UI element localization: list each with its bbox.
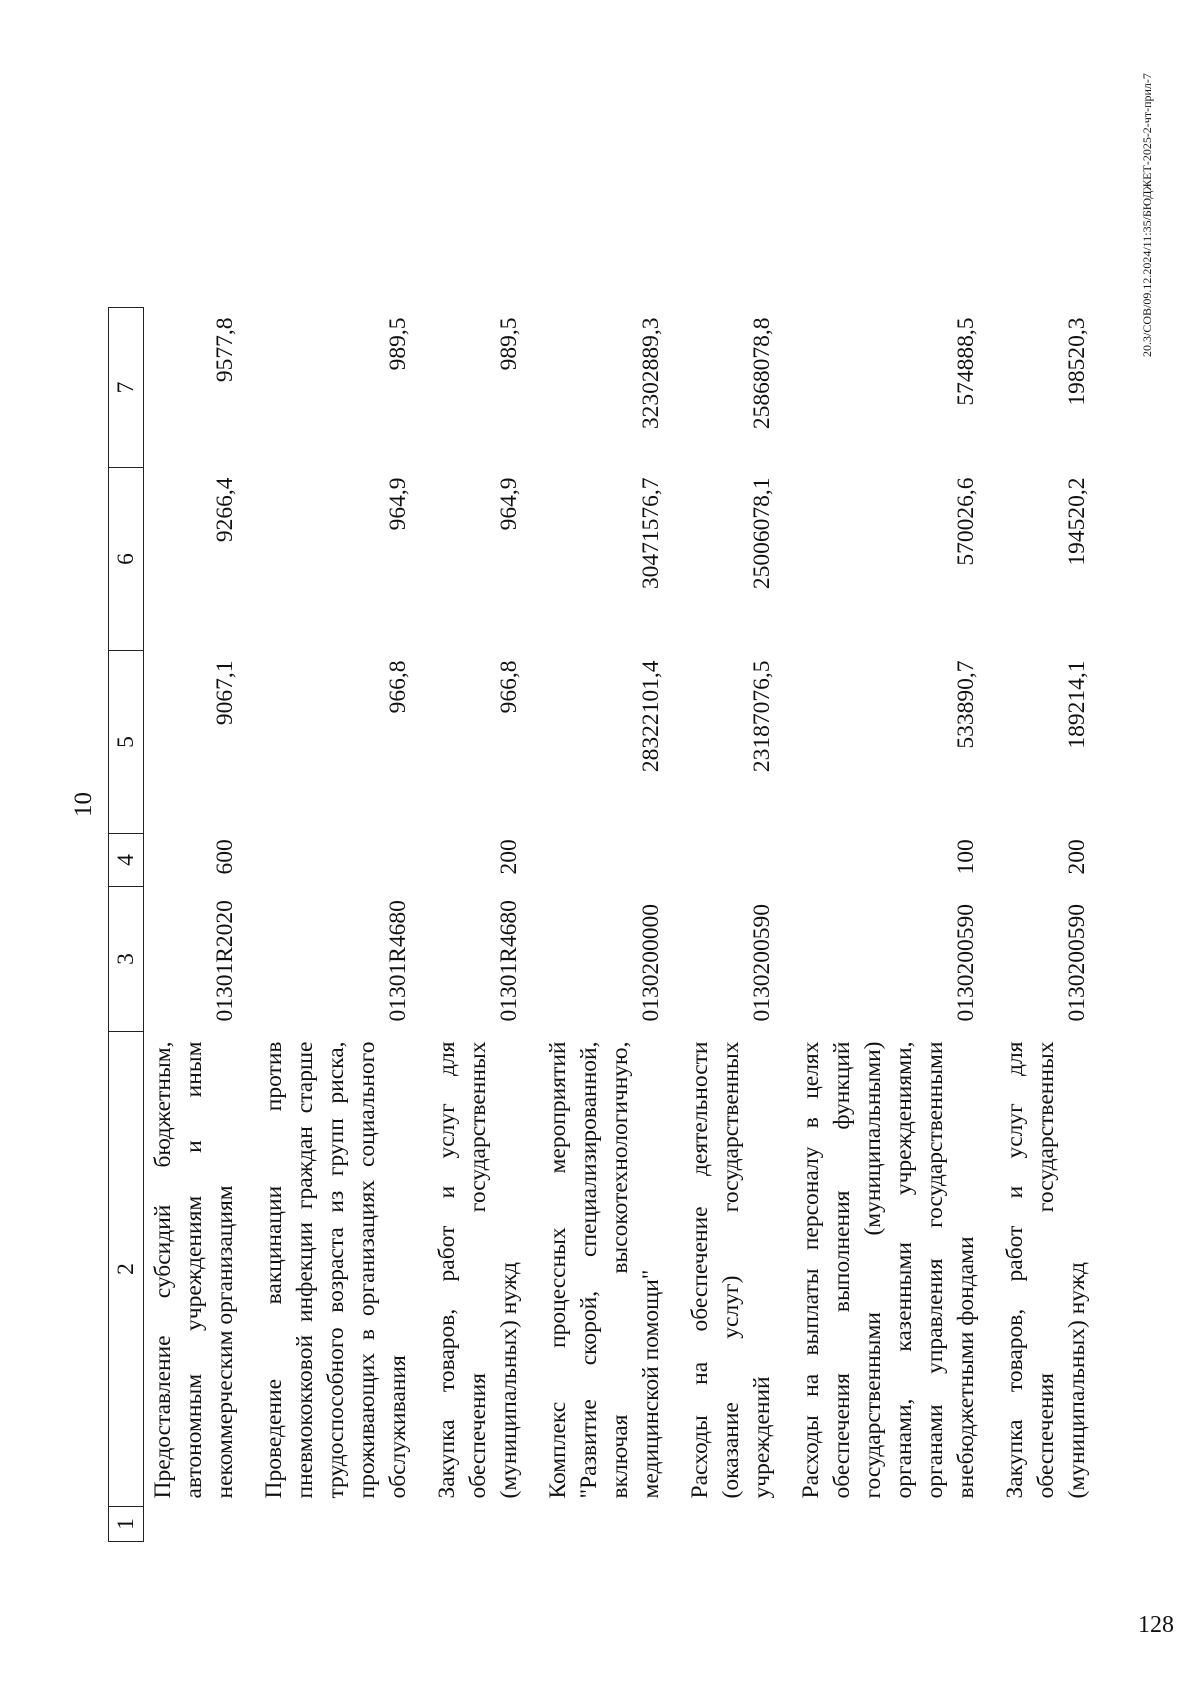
row-value-5: 966,8	[496, 660, 522, 714]
row-description: Предоставление субсидий бюджетным, автономным учреждениям и иным некоммерческим организациям	[150, 1041, 238, 1499]
row-value-7: 9577,8	[212, 317, 238, 383]
row-expense-type: 600	[212, 839, 238, 875]
row-value-7: 574888,5	[953, 317, 979, 406]
row-expense-type: 200	[496, 839, 522, 875]
row-code: 01301R4680	[385, 900, 411, 1022]
row-value-5: 28322101,4	[638, 660, 664, 773]
header-col-7: 7	[109, 308, 144, 468]
header-col-6: 6	[109, 468, 144, 651]
row-expense-type	[539, 834, 681, 887]
row-value-6: 194520,2	[1064, 477, 1090, 566]
row-value-5: 966,8	[385, 660, 411, 714]
table-row	[144, 308, 256, 1542]
row-value-6: 964,9	[496, 477, 522, 531]
row-expense-type: 200	[1064, 839, 1090, 875]
row-value-7: 989,5	[496, 317, 522, 371]
row-value-6: 964,9	[385, 477, 411, 531]
header-col-4: 4	[109, 834, 144, 887]
row-description: Проведение вакцинации против пневмококковой инфекции граждан старше трудоспособного возраста из групп риска, проживающих в организациях социального обслуживания	[261, 1041, 411, 1499]
row-value-6: 30471576,7	[638, 477, 664, 590]
table-row	[996, 308, 1107, 1542]
page-number-top: 10	[70, 792, 97, 817]
row-value-5: 533890,7	[953, 660, 979, 749]
table-row	[539, 308, 681, 1542]
row-description: Комплекс процессных мероприятий "Развитие скорой, специализированной, включая высокотехнологичную, медицинской помощи"	[545, 1041, 664, 1499]
row-value-7: 25868078,8	[749, 317, 775, 430]
table-row	[428, 308, 539, 1542]
table-cell-blank	[792, 1507, 996, 1542]
row-code: 0130200590	[953, 904, 979, 1022]
header-col-1: 1	[109, 1507, 144, 1542]
table-row	[681, 308, 792, 1542]
row-description: Закупка товаров, работ и услуг для обеспечения государственных (муниципальных) нужд	[1002, 1041, 1090, 1499]
page-number-bottom: 128	[1138, 1612, 1174, 1638]
row-code: 0130200590	[749, 904, 775, 1022]
header-col-2: 2	[109, 1032, 144, 1507]
header-col-3: 3	[109, 887, 144, 1032]
table-row	[255, 308, 428, 1542]
document-id: 20.3/СОВ/09.12.2024/11:35/БЮДЖЕТ-2025-2-чт-прил-7	[1140, 73, 1154, 357]
row-value-6: 570026,6	[953, 477, 979, 566]
header-row	[109, 308, 144, 1542]
row-description: Закупка товаров, работ и услуг для обеспечения государственных (муниципальных) нужд	[434, 1041, 522, 1499]
row-description: Расходы на выплаты персоналу в целях обеспечения выполнения функций государственными (муниципальными) органами, казенными учреждениями, органами управления государственными внебюджетными фондами	[798, 1041, 979, 1499]
row-code: 0130200000	[638, 904, 664, 1022]
budget-table	[108, 307, 1107, 1542]
row-value-7: 198520,3	[1064, 317, 1090, 406]
row-value-7: 989,5	[385, 317, 411, 371]
row-value-6: 25006078,1	[749, 477, 775, 590]
row-value-5: 9067,1	[212, 660, 238, 726]
table-cell-blank	[681, 1507, 792, 1542]
row-value-6: 9266,4	[212, 477, 238, 543]
row-expense-type	[255, 834, 428, 887]
table-cell-blank	[428, 1507, 539, 1542]
table-row	[792, 308, 996, 1542]
header-col-5: 5	[109, 651, 144, 834]
row-expense-type	[681, 834, 792, 887]
row-description: Расходы на обеспечение деятельности (оказание услуг) государственных учреждений	[687, 1041, 775, 1499]
row-expense-type: 100	[953, 839, 979, 875]
row-value-5: 189214,1	[1064, 660, 1090, 749]
row-code: 0130200590	[1064, 904, 1090, 1022]
row-value-5: 23187076,5	[749, 660, 775, 773]
table-cell-blank	[539, 1507, 681, 1542]
row-code: 01301R4680	[496, 900, 522, 1022]
table-cell-blank	[255, 1507, 428, 1542]
row-code: 01301R2020	[212, 900, 238, 1022]
table-cell-blank	[144, 1507, 256, 1542]
table-cell-blank	[996, 1507, 1107, 1542]
row-value-7: 32302889,3	[638, 317, 664, 430]
